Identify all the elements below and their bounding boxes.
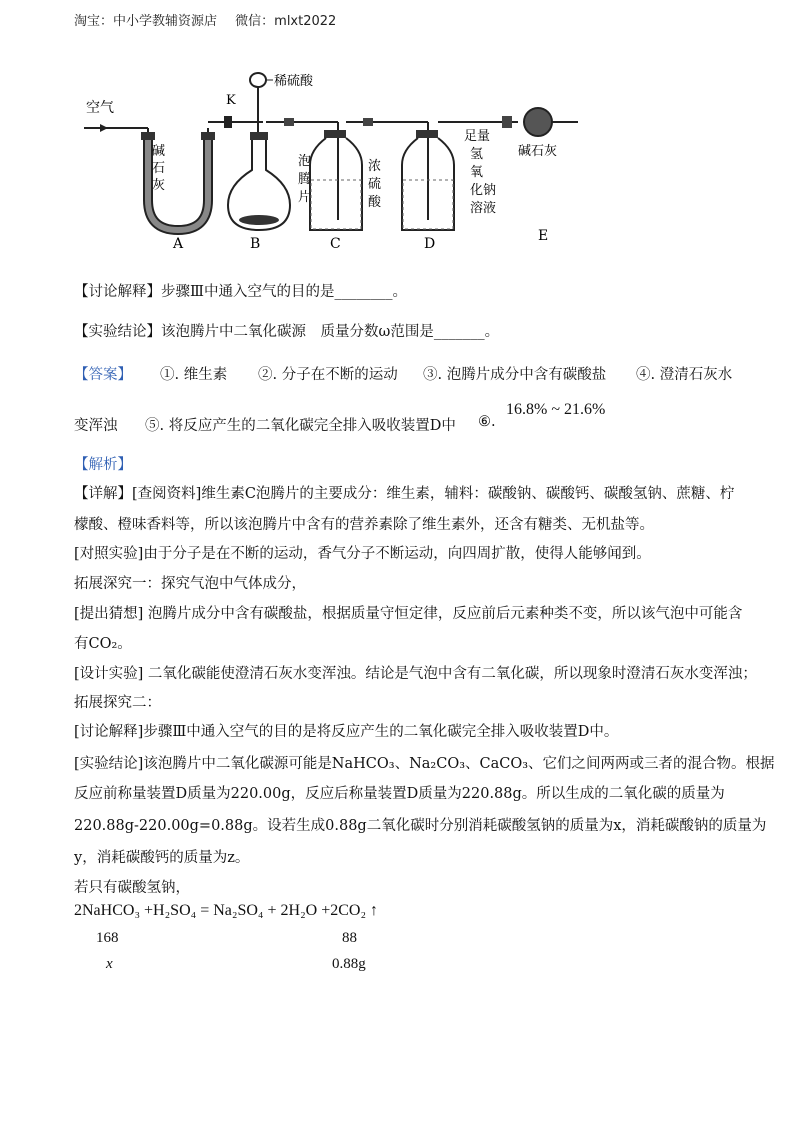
eq-row2-right: 0.88g: [332, 956, 366, 972]
letter-e: E: [538, 228, 549, 244]
letter-c: C: [330, 236, 341, 250]
analysis-line-1: 檬酸、橙味香料等，所以该泡腾片中含有的营养素除了维生素外，还含有糖类、无机盐等。: [74, 517, 654, 533]
analysis-line-8: [讨论解释]步骤Ⅲ中通入空气的目的是将反应产生的二氧化碳完全排入吸收装置D中。: [74, 724, 619, 740]
analysis-line-11: 220.88g-220.00g=0.88g。设若生成0.88g二氧化碳时分别消耗碳酸氢钠的质量为x，消耗碳酸钠的质量为: [74, 818, 767, 834]
letter-b: B: [250, 236, 261, 250]
svg-text:氧: 氧: [470, 165, 484, 180]
a-fill-3: 灰: [152, 178, 166, 193]
page-header: [74, 10, 350, 29]
answer-1: ①. 维生素: [160, 367, 228, 383]
acid-label: 稀硫酸: [274, 74, 314, 89]
e-fill: 碱石灰: [518, 144, 558, 159]
drying-tube-e: [524, 108, 552, 136]
answer-5: ⑤. 将反应产生的二氧化碳完全排入吸收装置D中: [145, 418, 456, 434]
answer-6-range: 16.8% ~ 21.6%: [506, 401, 606, 418]
chemical-equation: 2NaHCO₃ +H₂SO₄ = Na₂SO₄ + 2H₂O +2CO₂ ↑: [74, 902, 379, 919]
funnel: [250, 73, 266, 87]
svg-text:硫: 硫: [368, 177, 382, 192]
analysis-line-5: 有CO₂。: [74, 636, 132, 652]
analysis-line-12: y，消耗碳酸钙的质量为z。: [74, 850, 250, 866]
eq-row1-right: 88: [342, 930, 357, 946]
analysis-line-2: [对照实验]由于分子是在不断的运动，香气分子不断运动，向四周扩散，使得人能够闻到。: [74, 546, 651, 562]
answer-2: ②. 分子在不断的运动: [258, 367, 398, 383]
analysis-tag: 【解析】: [74, 457, 132, 473]
svg-text:足量: 足量: [464, 129, 491, 144]
svg-text:腾: 腾: [298, 172, 312, 187]
analysis-line-13: 若只有碳酸氢钠，: [74, 880, 190, 896]
flask-b: [228, 132, 290, 230]
svg-text:化钠: 化钠: [470, 183, 497, 198]
answer-3: ③. 泡腾片成分中含有碳酸盐: [423, 367, 607, 383]
analysis-line-6: [设计实验] 二氧化碳能使澄清石灰水变浑浊。结论是气泡中含有二氧化碳，所以现象时澄清石灰水变浑浊；: [74, 666, 757, 682]
a-fill-2: 石: [152, 161, 166, 176]
svg-text:片: 片: [298, 190, 312, 205]
analysis-line-3: 拓展深究一：探究气泡中气体成分，: [74, 576, 306, 592]
answer-6: ⑥.: [478, 414, 496, 430]
question-1: 【讨论解释】步骤Ⅲ中通入空气的目的是________。: [74, 284, 407, 300]
analysis-line-4: [提出猜想] 泡腾片成分中含有碳酸盐，根据质量守恒定律，反应前后元素种类不变，所以该气泡中可能含: [74, 606, 743, 622]
analysis-line-7: 拓展探究二：: [74, 695, 161, 711]
svg-text:氢: 氢: [470, 147, 484, 162]
answer-tag: 【答案】: [74, 367, 132, 383]
eq-row1-left: 168: [96, 930, 119, 946]
svg-text:浓: 浓: [368, 159, 382, 174]
question-2: 【实验结论】该泡腾片中二氧化碳源 质量分数ω范围是_______。: [74, 324, 500, 340]
u-tube-a: [138, 128, 215, 230]
svg-text:泡: 泡: [298, 154, 312, 169]
header-wechat: 微信：mlxt2022: [235, 14, 337, 29]
answer-4-cont: 变浑浊: [74, 418, 118, 434]
svg-text:酸: 酸: [368, 195, 382, 210]
letter-d: D: [424, 236, 436, 250]
eq-row2-left: x: [106, 956, 113, 972]
a-fill-1: 碱: [152, 144, 166, 159]
letter-a: A: [173, 236, 184, 250]
k-label: K: [226, 93, 236, 108]
analysis-line-10: 反应前称量装置D质量为220.00g，反应后称量装置D质量为220.88g。所以生成的二氧化碳的质量为: [74, 786, 725, 802]
apparatus-diagram: [78, 70, 598, 250]
bottle-d: [402, 122, 454, 230]
valve-k: [224, 116, 232, 128]
svg-text:溶液: 溶液: [470, 201, 497, 216]
analysis-line-9: [实验结论]该泡腾片中二氧化碳源可能是NaHCO₃、Na₂CO₃、CaCO₃、它们之间两两或三者的混合物。根据: [74, 756, 775, 772]
header-shop: 淘宝：中小学教辅资源店: [74, 14, 218, 29]
answer-4: ④. 澄清石灰水: [636, 367, 733, 383]
air-label: 空气: [86, 100, 114, 116]
bottle-c: [310, 122, 362, 230]
analysis-line-0: 【详解】[查阅资料]维生素C泡腾片的主要成分：维生素，辅料：碳酸钠、碳酸钙、碳酸氢钠、蔗糖、柠: [74, 486, 735, 502]
